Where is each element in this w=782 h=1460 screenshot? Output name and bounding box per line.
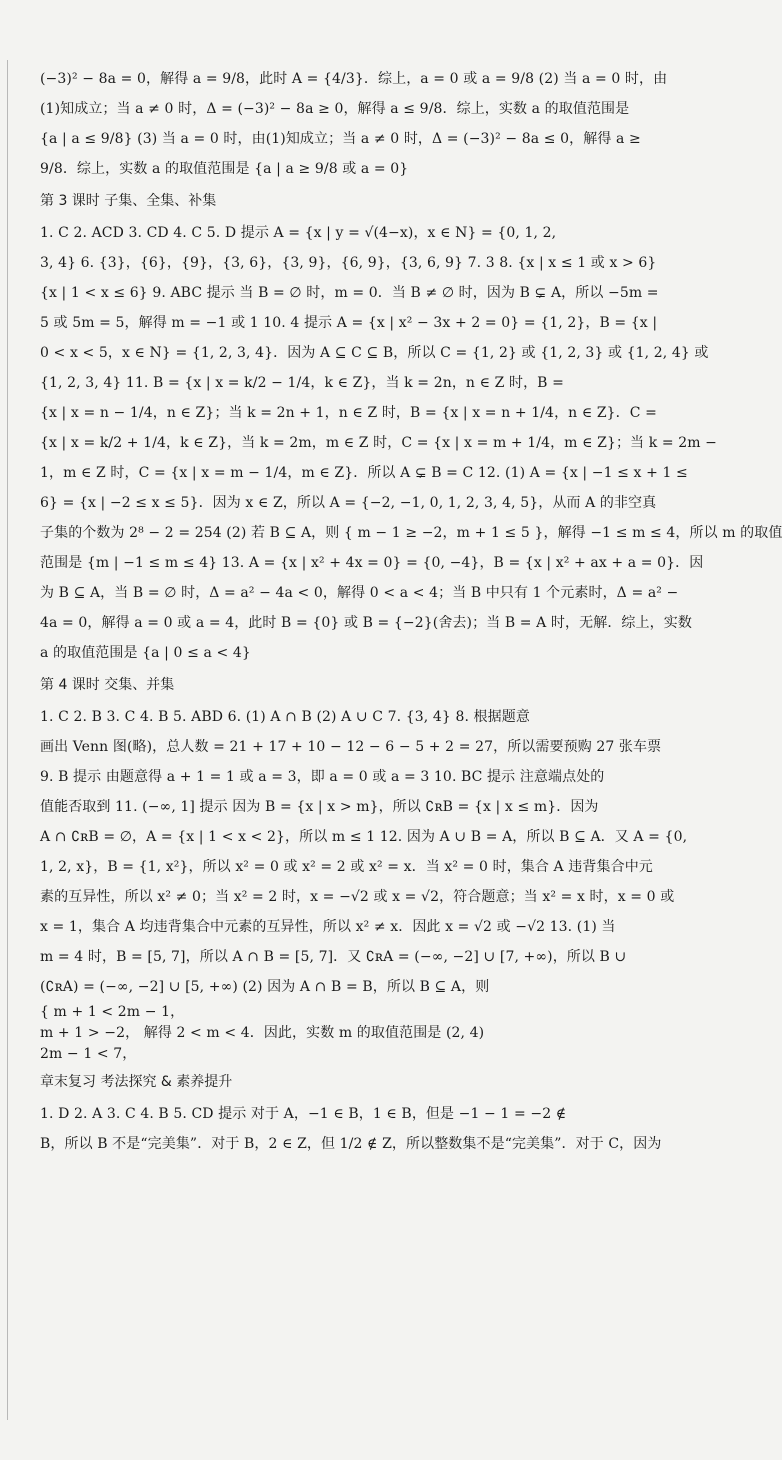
text-line: B，所以 B 不是“完美集”．对于 B，2 ∈ Z，但 1/2 ∉ Z，所以整数集不是“完美集”．对于 C，因为 [40, 1136, 662, 1152]
text-line: 素的互异性，所以 x² ≠ 0；当 x² = 2 时，x = −√2 或 x = √2，符合题意；当 x² = x 时，x = 0 或 [40, 889, 675, 905]
text-line: {1, 2, 3, 4} 11. B = {x | x = k/2 − 1/4，k ∈ Z}，当 k = 2n，n ∈ Z 时，B = [40, 375, 564, 391]
text-line: (∁ʀA) = (−∞, −2] ∪ [5, +∞) (2) 因为 A ∩ B = B，所以 B ⊆ A，则 [40, 979, 490, 995]
text-line: 0 < x < 5，x ∈ N} = {1, 2, 3, 4}．因为 A ⊆ C ⊆ B，所以 C = {1, 2} 或 {1, 2, 3} 或 {1, 2, 4} 或 [40, 345, 709, 361]
text-line: A ∩ ∁ʀB = ∅，A = {x | 1 < x < 2}，所以 m ≤ 1 12. 因为 A ∪ B = A，所以 B ⊆ A．又 A = {0, [40, 829, 688, 845]
text-line: { m + 1 < 2m − 1， [40, 1004, 185, 1020]
section-title-chapter-review: 章末复习 考法探究 & 素养提升 [40, 1074, 233, 1090]
margin-rule [7, 60, 8, 1420]
text-line: 1. C 2. ACD 3. CD 4. C 5. D 提示 A = {x | y = √(4−x)，x ∈ N} = {0, 1, 2, [40, 225, 557, 241]
text-line: 6} = {x | −2 ≤ x ≤ 5}．因为 x ∈ Z，所以 A = {−2, −1, 0, 1, 2, 3, 4, 5}，从而 A 的非空真 [40, 495, 657, 511]
text-line: x = 1，集合 A 均违背集合中元素的互异性，所以 x² ≠ x．因此 x = √2 或 −√2 13. (1) 当 [40, 919, 616, 935]
text-line: 范围是 {m | −1 ≤ m ≤ 4} 13. A = {x | x² + 4x = 0} = {0, −4}，B = {x | x² + ax + a = 0}．因 [40, 555, 704, 571]
section-title-lesson-4: 第 4 课时 交集、并集 [40, 677, 175, 693]
answer-content [40, 64, 782, 1159]
text-line: m = 4 时，B = [5, 7]，所以 A ∩ B = [5, 7]．又 ∁ʀA = (−∞, −2] ∪ [7, +∞)，所以 B ∪ [40, 949, 627, 965]
text-line: 4a = 0，解得 a = 0 或 a = 4，此时 B = {0} 或 B = {−2}(舍去)；当 B = A 时，无解．综上，实数 [40, 615, 692, 631]
text-line: 1, 2, x}，B = {1, x²}，所以 x² = 0 或 x² = 2 或 x² = x．当 x² = 0 时，集合 A 违背集合中元 [40, 859, 653, 875]
text-line: m + 1 > −2， 解得 2 < m < 4．因此，实数 m 的取值范围是 (2, 4) [40, 1025, 485, 1041]
text-line: a 的取值范围是 {a | 0 ≤ a < 4} [40, 645, 251, 661]
block-chapter-review [40, 1099, 665, 1159]
text-line: 为 B ⊆ A，当 B = ∅ 时，Δ = a² − 4a < 0，解得 0 < a < 4；当 B 中只有 1 个元素时，Δ = a² − [40, 585, 679, 601]
text-line: 1. C 2. B 3. C 4. B 5. ABD 6. (1) A ∩ B (2) A ∪ C 7. {3, 4} 8. 根据题意 [40, 709, 530, 725]
block-lesson-3 [40, 218, 782, 668]
text-line: {x | x = n − 1/4，n ∈ Z}；当 k = 2n + 1，n ∈ Z 时，B = {x | x = n + 1/4，n ∈ Z}．C = [40, 405, 657, 421]
text-line: 画出 Venn 图(略)，总人数 = 21 + 17 + 10 − 12 − 6 − 5 + 2 = 27，所以需要预购 27 张车票 [40, 739, 662, 755]
text-line: {x | 1 < x ≤ 6} 9. ABC 提示 当 B = ∅ 时，m = 0．当 B ≠ ∅ 时，因为 B ⊊ A，所以 −5m = [40, 285, 659, 301]
text-line: {x | x = k/2 + 1/4，k ∈ Z}，当 k = 2m，m ∈ Z 时，C = {x | x = m + 1/4，m ∈ Z}；当 k = 2m − [40, 435, 717, 451]
block-continuation [40, 64, 668, 184]
text-line: 1. D 2. A 3. C 4. B 5. CD 提示 对于 A，−1 ∈ B，1 ∈ B，但是 −1 − 1 = −2 ∉ [40, 1106, 567, 1122]
text-line: 2m − 1 < 7， [40, 1046, 137, 1062]
text-line: {a | a ≤ 9/8} (3) 当 a = 0 时，由(1)知成立；当 a ≠ 0 时，Δ = (−3)² − 8a ≤ 0，解得 a ≥ [40, 131, 641, 147]
text-line: 1，m ∈ Z 时，C = {x | x = m − 1/4，m ∈ Z}．所以 A ⊊ B = C 12. (1) A = {x | −1 ≤ x + 1 ≤ [40, 465, 688, 481]
text-line: 子集的个数为 2⁸ − 2 = 254 (2) 若 B ⊆ A，则 { m − 1 ≥ −2，m + 1 ≤ 5 }，解得 −1 ≤ m ≤ 4，所以 m 的取值 [40, 525, 782, 541]
text-line: 3, 4} 6. {3}，{6}，{9}，{3, 6}，{3, 9}，{6, 9}，{3, 6, 9} 7. 3 8. {x | x ≤ 1 或 x > 6} [40, 255, 657, 271]
text-line: (1)知成立；当 a ≠ 0 时，Δ = (−3)² − 8a ≥ 0，解得 a ≤ 9/8．综上，实数 a 的取值范围是 [40, 101, 630, 117]
text-line: 值能否取到 11. (−∞, 1] 提示 因为 B = {x | x > m}，所以 ∁ʀB = {x | x ≤ m}．因为 [40, 799, 599, 815]
text-line: 9. B 提示 由题意得 a + 1 = 1 或 a = 3，即 a = 0 或 a = 3 10. BC 提示 注意端点处的 [40, 769, 605, 785]
block-lesson-4 [40, 702, 688, 1065]
text-line: 9/8．综上，实数 a 的取值范围是 {a | a ≥ 9/8 或 a = 0} [40, 161, 409, 177]
text-line: (−3)² − 8a = 0，解得 a = 9/8，此时 A = {4/3}．综上，a = 0 或 a = 9/8 (2) 当 a = 0 时，由 [40, 71, 668, 87]
text-line: 5 或 5m = 5，解得 m = −1 或 1 10. 4 提示 A = {x | x² − 3x + 2 = 0} = {1, 2}，B = {x | [40, 315, 658, 331]
section-title-lesson-3: 第 3 课时 子集、全集、补集 [40, 193, 217, 209]
